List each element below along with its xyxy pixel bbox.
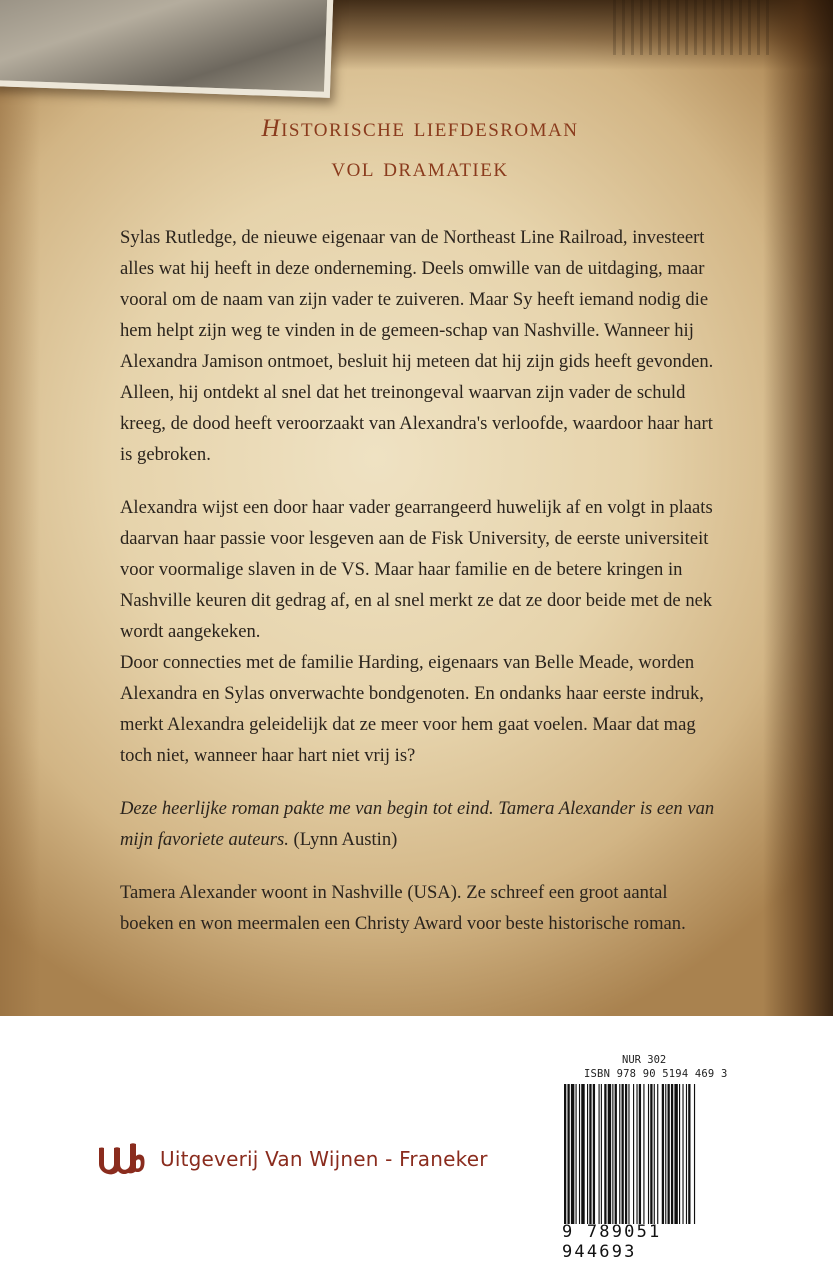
- barcode-bar: [567, 1084, 569, 1224]
- barcode-bar: [682, 1084, 683, 1224]
- vintage-photo: [0, 0, 334, 98]
- barcode-bar: [581, 1084, 584, 1224]
- heading-line-2: vol dramatiek: [331, 152, 509, 182]
- barcode-bar: [694, 1084, 695, 1224]
- barcode-bar: [579, 1084, 580, 1224]
- publisher-imprint: [96, 1137, 488, 1181]
- old-print-texture: [613, 0, 773, 55]
- barcode-bar: [576, 1084, 577, 1224]
- isbn-barcode: [562, 1054, 742, 1262]
- barcode-bar: [633, 1084, 634, 1224]
- quote-source: (Lynn Austin): [288, 829, 398, 850]
- heading-line-1: historische liefdesroman: [261, 104, 579, 144]
- blurb-text: [120, 222, 722, 961]
- barcode-bar: [571, 1084, 574, 1224]
- barcode-bar: [688, 1084, 690, 1224]
- barcode-bar: [639, 1084, 641, 1224]
- barcode-bar: [674, 1084, 677, 1224]
- quote-text: Deze heerlijke roman pakte me van begin tot eind. Tamera Alexander is een van mijn favoriete auteurs.: [120, 798, 715, 850]
- barcode-bar: [619, 1084, 620, 1224]
- publisher-name: Uitgeverij Van Wijnen - Franeker: [160, 1147, 488, 1171]
- barcode-bar: [615, 1084, 617, 1224]
- barcode-bar: [601, 1084, 602, 1224]
- barcode-bar: [612, 1084, 613, 1224]
- barcode-bar: [665, 1084, 666, 1224]
- barcode-bar: [648, 1084, 649, 1224]
- barcode-bar: [608, 1084, 611, 1224]
- barcode-bar: [625, 1084, 627, 1224]
- book-edge-shadow: [763, 0, 833, 1016]
- blurb-paragraph-2: Alexandra wijst een door haar vader gearrangeerd huwelijk af en volgt in plaats daarvan haar passie voor lesgeven aan de Fisk University, de eerste universiteit voor voormalige slaven in de VS. Maar haar familie en de betere kringen in Nashville keuren dit gedrag af, en al snel merkt ze dat ze door beide met de nek wordt aangekeken.: [120, 497, 713, 642]
- barcode-bar: [650, 1084, 652, 1224]
- barcode-bar: [654, 1084, 655, 1224]
- barcode-bar: [587, 1084, 588, 1224]
- barcode-bar: [622, 1084, 624, 1224]
- barcode-bars: [564, 1084, 736, 1224]
- wb-logo-icon: [96, 1140, 146, 1178]
- blurb-paragraph-1: Sylas Rutledge, de nieuwe eigenaar van de Northeast Line Railroad, investeert alles wat hij heeft in deze onderneming. Deels omwille van de uitdaging, maar vooral om de naam van zijn vader te zuiveren. Maar Sy heeft iemand nodig die hem helpt zijn weg te vinden in de gemeen-schap van Nashville. Wanneer hij Alexandra Jamison ontmoet, besluit hij meteen dat hij zijn gids heeft gevonden. Alleen, hij ontdekt al snel dat het treinongeval waarvan zijn vader de schuld kreeg, de dood heeft veroorzaakt van Alexandra's verloofde, waardoor haar hart is gebroken.: [120, 227, 714, 465]
- author-bio: Tamera Alexander woont in Nashville (USA). Ze schreef een groot aantal boeken en won meermalen een Christy Award voor beste historische roman.: [120, 882, 686, 934]
- barcode-bar: [564, 1084, 566, 1224]
- review-quote: [120, 793, 722, 855]
- barcode-bar: [593, 1084, 595, 1224]
- ean-digits: 9 789051 944693: [562, 1222, 662, 1262]
- nur-code: NUR 302: [622, 1054, 667, 1066]
- barcode-bar: [628, 1084, 629, 1224]
- barcode-bar: [589, 1084, 591, 1224]
- page-shade: [0, 0, 40, 1016]
- barcode-bar: [679, 1084, 680, 1224]
- barcode-bar: [636, 1084, 637, 1224]
- isbn-number: ISBN 978 90 5194 469 3: [584, 1068, 728, 1080]
- blurb-paragraph-3: Door connecties met de familie Harding, eigenaars van Belle Meade, worden Alexandra en Sylas onverwachte bondgenoten. En ondanks haar eerste indruk, merkt Alexandra geleidelijk dat ze meer voor hem gaat voelen. Maar dat mag toch niet, wanneer haar hart niet vrij is?: [120, 652, 704, 766]
- cover-heading: [120, 104, 720, 187]
- barcode-bar: [686, 1084, 687, 1224]
- barcode-bar: [662, 1084, 664, 1224]
- barcode-bar: [643, 1084, 644, 1224]
- barcode-bar: [604, 1084, 606, 1224]
- barcode-bar: [657, 1084, 658, 1224]
- barcode-bar: [671, 1084, 673, 1224]
- barcode-bar: [668, 1084, 670, 1224]
- barcode-bar: [599, 1084, 600, 1224]
